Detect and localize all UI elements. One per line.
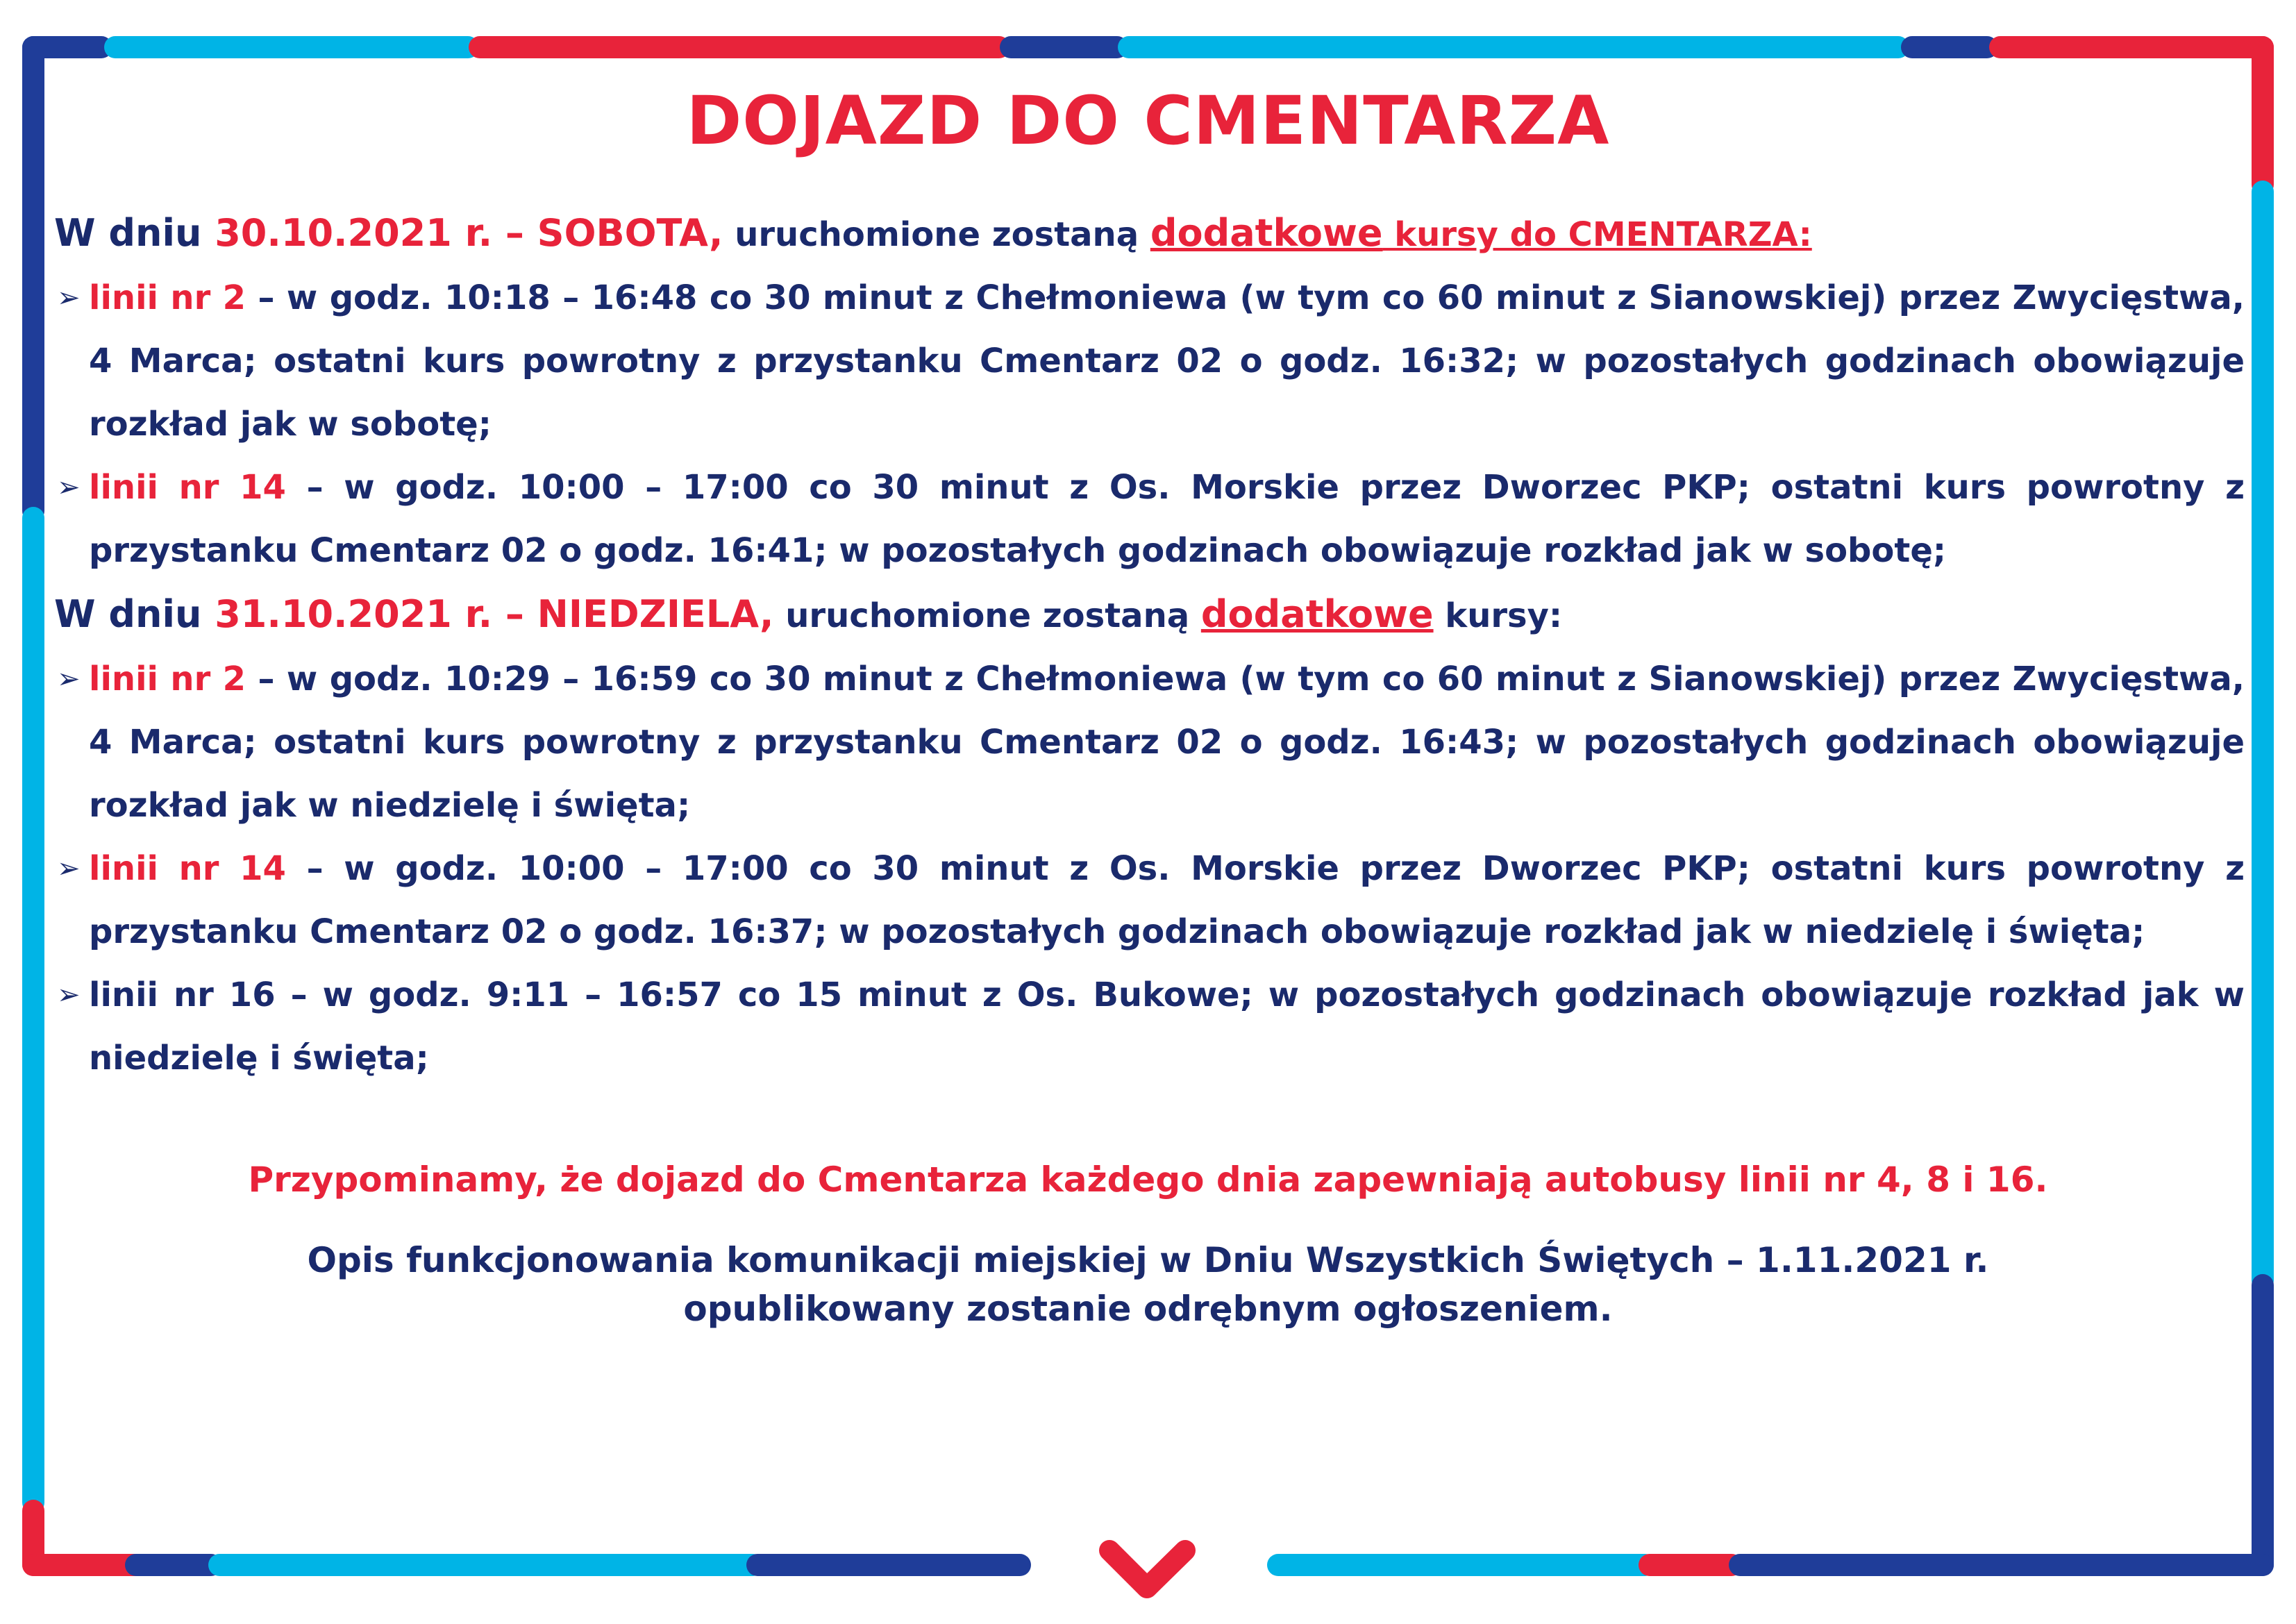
line-number: linii nr 2 bbox=[89, 660, 246, 698]
day-name: – SOBOTA, bbox=[492, 211, 723, 255]
day-prefix: W dniu bbox=[54, 592, 215, 636]
frame-bottom-segment bbox=[1639, 1554, 1743, 1576]
day-highlight: dodatkowe bbox=[1150, 211, 1383, 255]
list-item bbox=[54, 267, 2245, 456]
arrow-bullet-icon: ➢ bbox=[57, 979, 81, 1011]
info-text bbox=[0, 1236, 2296, 1333]
frame-bottom-segment bbox=[208, 1554, 764, 1576]
day-prefix: W dniu bbox=[54, 211, 215, 255]
arrow-bullet-icon: ➢ bbox=[57, 663, 81, 695]
list-item bbox=[54, 648, 2245, 837]
day-suffix: kursy do CMENTARZA: bbox=[1382, 215, 1812, 254]
frame-top-segment bbox=[104, 36, 479, 58]
frame-bottom-segment bbox=[1729, 1554, 2274, 1576]
frame-bottom-segment bbox=[1267, 1554, 1656, 1576]
day-heading bbox=[54, 583, 2245, 648]
arrow-bullet-icon: ➢ bbox=[57, 853, 81, 885]
arrow-bullet-icon: ➢ bbox=[57, 471, 81, 503]
line-list bbox=[54, 267, 2245, 583]
frame-bottom-segment bbox=[746, 1554, 1031, 1576]
list-item bbox=[54, 964, 2245, 1090]
line-description: linii nr 16 – w godz. 9:11 – 16:57 co 15 minut z Os. Bukowe; w pozostałych godzinach obowiązuje rozkład jak w niedzielę i święta; bbox=[89, 976, 2245, 1078]
frame-top-segment bbox=[1118, 36, 1909, 58]
page-title: DOJAZD DO CMENTARZA bbox=[686, 82, 1610, 160]
info-line-1: Opis funkcjonowania komunikacji miejskiej w Dniu Wszystkich Świętych – 1.11.2021 r. bbox=[307, 1240, 1989, 1280]
line-description: – w godz. 10:18 – 16:48 co 30 minut z Chełmoniewa (w tym co 60 minut z Sianowskiej) przez Zwycięstwa, 4 Marca; ostatni kurs powrotny z przystanku Cmentarz 02 o godz. 16:32; w pozostałych godzinach obowiązuje rozkład jak w sobotę; bbox=[89, 278, 2245, 444]
info-line-2: opublikowany zostanie odrębnym ogłoszeniem. bbox=[683, 1289, 1613, 1329]
arrow-bullet-icon: ➢ bbox=[57, 282, 81, 314]
line-description: – w godz. 10:00 – 17:00 co 30 minut z Os. Morskie przez Dworzec PKP; ostatni kurs powrotny z przystanku Cmentarz 02 o godz. 16:41; w pozostałych godzinach obowiązuje rozkład jak w sobotę; bbox=[89, 468, 2245, 570]
day-mid-text: uruchomione zostaną bbox=[773, 596, 1201, 635]
list-item bbox=[54, 837, 2245, 964]
frame-top-segment bbox=[1989, 36, 2274, 58]
frame-right-segment bbox=[2252, 181, 2274, 1291]
list-item bbox=[54, 456, 2245, 583]
line-list bbox=[54, 648, 2245, 1090]
schedule-content bbox=[54, 201, 2245, 1090]
line-number: linii nr 2 bbox=[89, 278, 246, 317]
frame-top-segment bbox=[469, 36, 1010, 58]
line-number: linii nr 14 bbox=[89, 849, 286, 888]
day-date: 30.10.2021 r. bbox=[215, 211, 493, 255]
frame-left-segment bbox=[22, 507, 44, 1514]
day-mid-text: uruchomione zostaną bbox=[723, 215, 1150, 254]
day-heading bbox=[54, 201, 2245, 267]
reminder-text: Przypominamy, że dojazd do Cmentarza każdego dnia zapewniają autobusy linii nr 4, 8 i 16. bbox=[248, 1160, 2048, 1200]
day-date: 31.10.2021 r. bbox=[215, 592, 493, 636]
chevron-down-icon bbox=[1097, 1538, 1198, 1604]
day-highlight: dodatkowe bbox=[1200, 592, 1434, 636]
day-suffix: kursy: bbox=[1433, 596, 1563, 635]
frame-top-segment bbox=[1901, 36, 1998, 58]
line-description: – w godz. 10:00 – 17:00 co 30 minut z Os. Morskie przez Dworzec PKP; ostatni kurs powrotny z przystanku Cmentarz 02 o godz. 16:37; w pozostałych godzinach obowiązuje rozkład jak w niedzielę i święta; bbox=[89, 849, 2245, 951]
line-number: linii nr 14 bbox=[89, 468, 286, 507]
line-description: – w godz. 10:29 – 16:59 co 30 minut z Chełmoniewa (w tym co 60 minut z Sianowskiej) przez Zwycięstwa, 4 Marca; ostatni kurs powrotny z przystanku Cmentarz 02 o godz. 16:43; w pozostałych godzinach obowiązuje rozkład jak w niedzielę i święta; bbox=[89, 660, 2245, 825]
frame-top-segment bbox=[1000, 36, 1128, 58]
day-name: – NIEDZIELA, bbox=[492, 592, 774, 636]
frame-bottom-segment bbox=[125, 1554, 222, 1576]
